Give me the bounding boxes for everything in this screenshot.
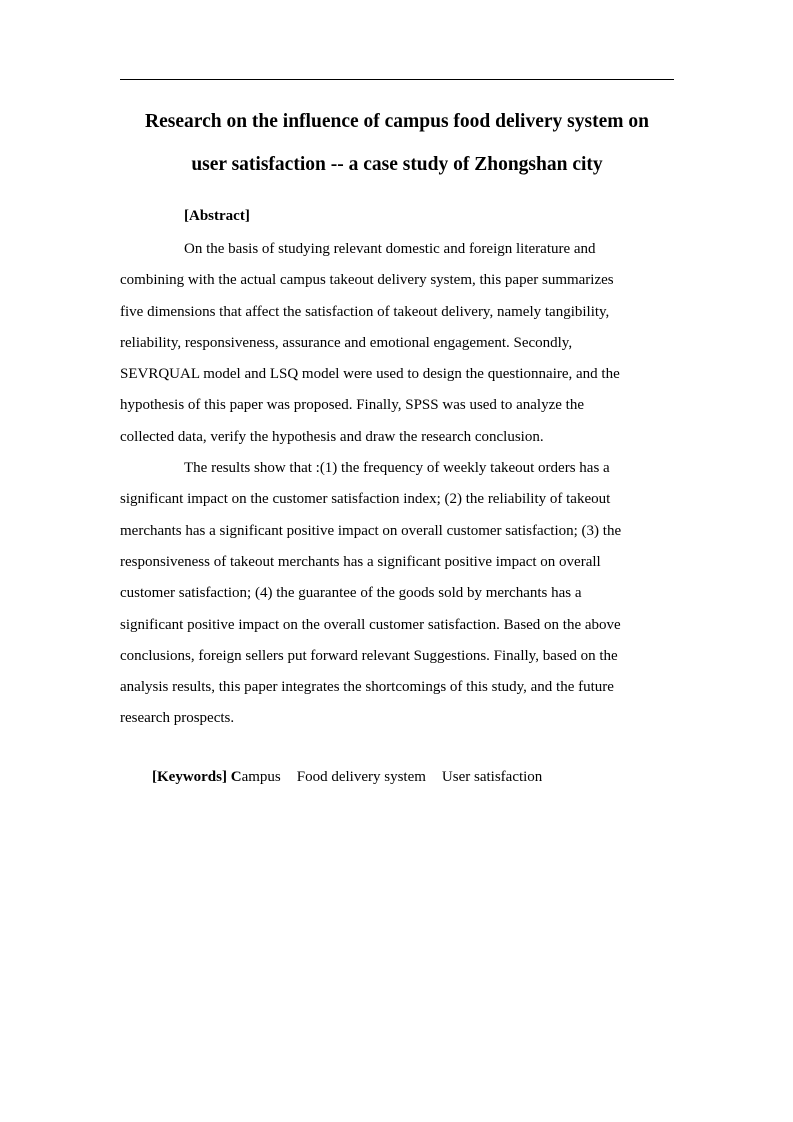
text-line: collected data, verify the hypothesis and draw the research conclusion.	[120, 428, 544, 445]
abstract-heading: [Abstract]	[184, 208, 250, 224]
text-line: hypothesis of this paper was proposed. Finally, SPSS was used to analyze the	[120, 397, 584, 414]
text-line: conclusions, foreign sellers put forward relevant Suggestions. Finally, based on the	[120, 647, 618, 664]
text-line: On the basis of studying relevant domestic and foreign literature and	[184, 241, 596, 257]
title-line-1: Research on the influence of campus food delivery system on	[145, 111, 649, 132]
title-line-2: user satisfaction -- a case study of Zhongshan city	[191, 154, 603, 175]
keywords-label: [Keywords]	[152, 769, 227, 785]
abstract-paragraph-1	[120, 234, 660, 453]
text-line: customer satisfaction; (4) the guarantee of the goods sold by merchants has a	[120, 585, 582, 602]
text-line: merchants has a significant positive impact on overall customer satisfaction; (3) the	[120, 522, 622, 539]
header-rule	[120, 79, 674, 80]
text-line: significant positive impact on the overall customer satisfaction. Based on the above	[120, 616, 621, 633]
text-line: research prospects.	[120, 710, 235, 727]
text-line: significant impact on the customer satisfaction index; (2) the reliability of takeout	[120, 491, 611, 508]
keyword-2: Food delivery system	[296, 769, 426, 785]
abstract-body	[120, 234, 660, 735]
text-line: analysis results, this paper integrates the shortcomings of this study, and the future	[120, 679, 614, 696]
text-line: reliability, responsiveness, assurance and emotional engagement. Secondly,	[120, 334, 573, 351]
text-line: SEVRQUAL model and LSQ model were used to design the questionnaire, and the	[120, 366, 620, 383]
text-line: five dimensions that affect the satisfaction of takeout delivery, namely tangibility,	[120, 303, 610, 320]
keyword-3: User satisfaction	[441, 769, 543, 785]
text-line: combining with the actual campus takeout delivery system, this paper summarizes	[120, 272, 614, 289]
keyword-1-initial: C	[230, 769, 242, 785]
keyword-1-rest: ampus	[241, 769, 281, 785]
text-line: The results show that :(1) the frequency of weekly takeout orders has a	[184, 460, 610, 477]
keywords-line	[152, 766, 542, 788]
abstract-paragraph-2	[120, 453, 660, 735]
text-line: responsiveness of takeout merchants has a significant positive impact on overall	[120, 553, 601, 570]
paper-title	[110, 100, 684, 186]
